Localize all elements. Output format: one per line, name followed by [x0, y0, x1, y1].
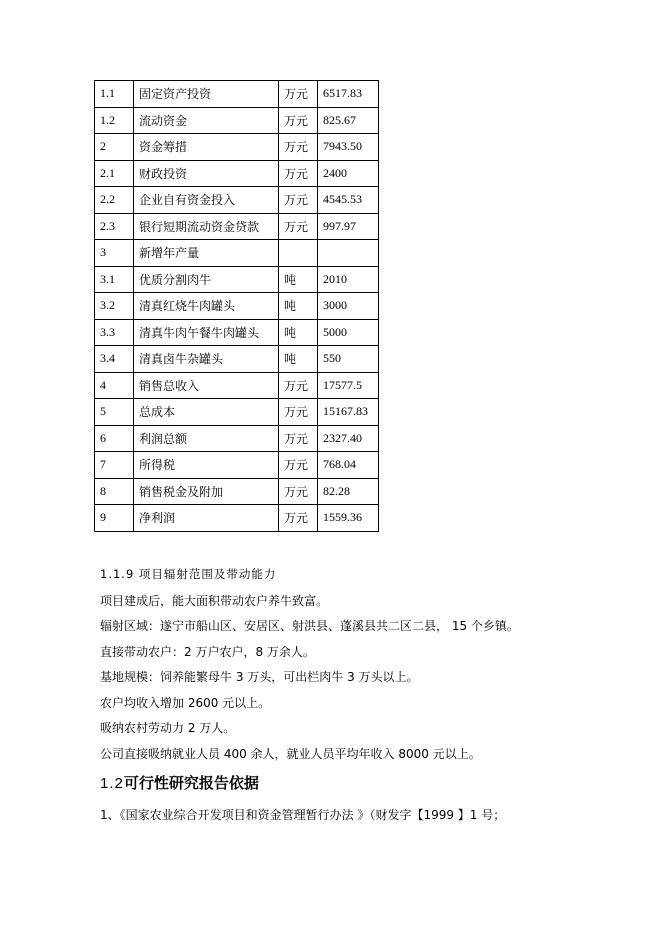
cell-item: 清真卤牛杂罐头 — [134, 346, 279, 373]
cell-number: 7 — [95, 452, 134, 479]
table-row — [95, 107, 379, 134]
cell-value: 997.97 — [318, 213, 379, 240]
table-row — [95, 478, 379, 505]
investment-table — [94, 80, 379, 532]
table-row — [95, 452, 379, 479]
cell-number: 8 — [95, 478, 134, 505]
table-row — [95, 187, 379, 214]
paragraph-rural-labor: 吸纳农村劳动力 2 万人。 — [100, 721, 236, 735]
cell-item: 固定资产投资 — [134, 81, 279, 108]
table-row — [95, 240, 379, 267]
table-row — [95, 505, 379, 532]
paragraph-project-completion: 项目建成后，能大面积带动农户养牛致富。 — [100, 594, 329, 608]
cell-value: 82.28 — [318, 478, 379, 505]
cell-item: 资金筹措 — [134, 134, 279, 161]
table-row — [95, 266, 379, 293]
cell-number: 2.3 — [95, 213, 134, 240]
cell-number: 3.4 — [95, 346, 134, 373]
cell-value: 6517.83 — [318, 81, 379, 108]
cell-value: 17577.5 — [318, 372, 379, 399]
cell-item: 银行短期流动资金贷款 — [134, 213, 279, 240]
cell-unit: 万元 — [279, 399, 318, 426]
cell-unit: 万元 — [279, 187, 318, 214]
table-row — [95, 372, 379, 399]
paragraph-radiation-area: 辐射区域：遂宁市船山区、安居区、射洪县、蓬溪县共二区二县， 15 个乡镇。 — [100, 619, 519, 633]
cell-number: 9 — [95, 505, 134, 532]
cell-value: 4545.53 — [318, 187, 379, 214]
table-row — [95, 213, 379, 240]
cell-value: 2327.40 — [318, 425, 379, 452]
cell-value: 2400 — [318, 160, 379, 187]
cell-unit: 吨 — [279, 293, 318, 320]
cell-unit: 万元 — [279, 81, 318, 108]
table-row — [95, 134, 379, 161]
cell-number: 6 — [95, 425, 134, 452]
table-row — [95, 346, 379, 373]
cell-value: 550 — [318, 346, 379, 373]
cell-unit — [279, 240, 318, 267]
cell-item: 清真红烧牛肉罐头 — [134, 293, 279, 320]
cell-item: 财政投资 — [134, 160, 279, 187]
cell-item: 清真牛肉午餐牛肉罐头 — [134, 319, 279, 346]
cell-unit: 万元 — [279, 478, 318, 505]
table-row — [95, 160, 379, 187]
cell-item: 总成本 — [134, 399, 279, 426]
table-body — [95, 81, 379, 532]
cell-unit: 吨 — [279, 346, 318, 373]
table-row — [95, 319, 379, 346]
section-title: 可行性研究报告依据 — [123, 774, 259, 792]
cell-number: 2.2 — [95, 187, 134, 214]
cell-unit: 吨 — [279, 266, 318, 293]
section-heading-1-1-9: 1.1.9 项目辐射范围及带动能力 — [100, 567, 277, 581]
cell-number: 1.2 — [95, 107, 134, 134]
cell-item: 净利润 — [134, 505, 279, 532]
paragraph-base-scale: 基地规模：饲养能繁母牛 3 万头，可出栏肉牛 3 万头以上。 — [100, 670, 419, 684]
cell-unit: 万元 — [279, 134, 318, 161]
cell-number: 3.2 — [95, 293, 134, 320]
cell-number: 2.1 — [95, 160, 134, 187]
section-heading-1-2 — [100, 772, 259, 793]
cell-item: 新增年产量 — [134, 240, 279, 267]
cell-unit: 万元 — [279, 372, 318, 399]
cell-item: 销售总收入 — [134, 372, 279, 399]
cell-unit: 万元 — [279, 505, 318, 532]
cell-value: 768.04 — [318, 452, 379, 479]
cell-value: 2010 — [318, 266, 379, 293]
cell-unit: 万元 — [279, 160, 318, 187]
cell-item: 所得税 — [134, 452, 279, 479]
section-number: 1.2 — [100, 775, 124, 792]
cell-number: 4 — [95, 372, 134, 399]
paragraph-direct-employment: 公司直接吸纳就业人员 400 余人，就业人员平均年收入 8000 元以上。 — [100, 747, 481, 761]
cell-item: 流动资金 — [134, 107, 279, 134]
table-row — [95, 293, 379, 320]
cell-value: 5000 — [318, 319, 379, 346]
cell-unit: 万元 — [279, 452, 318, 479]
table-row — [95, 425, 379, 452]
cell-number: 1.1 — [95, 81, 134, 108]
cell-unit: 万元 — [279, 425, 318, 452]
cell-value: 15167.83 — [318, 399, 379, 426]
cell-value — [318, 240, 379, 267]
cell-number: 3.1 — [95, 266, 134, 293]
cell-item: 利润总额 — [134, 425, 279, 452]
cell-number: 3.3 — [95, 319, 134, 346]
cell-number: 3 — [95, 240, 134, 267]
table-row — [95, 81, 379, 108]
paragraph-direct-farmers: 直接带动农户：2 万户农户，8 万余人。 — [100, 645, 315, 659]
cell-value: 1559.36 — [318, 505, 379, 532]
table-row — [95, 399, 379, 426]
cell-number: 5 — [95, 399, 134, 426]
cell-value: 825.67 — [318, 107, 379, 134]
cell-unit: 万元 — [279, 213, 318, 240]
cell-unit: 万元 — [279, 107, 318, 134]
paragraph-income-increase: 农户均收入增加 2600 元以上。 — [100, 696, 271, 710]
paragraph-basis-1: 1、《国家农业综合开发项目和资金管理暂行办法 》（财发字【1999 】1 号； — [100, 808, 506, 822]
cell-value: 3000 — [318, 293, 379, 320]
cell-unit: 吨 — [279, 319, 318, 346]
cell-value: 7943.50 — [318, 134, 379, 161]
cell-item: 销售税金及附加 — [134, 478, 279, 505]
cell-item: 优质分割肉牛 — [134, 266, 279, 293]
cell-item: 企业自有资金投入 — [134, 187, 279, 214]
cell-number: 2 — [95, 134, 134, 161]
